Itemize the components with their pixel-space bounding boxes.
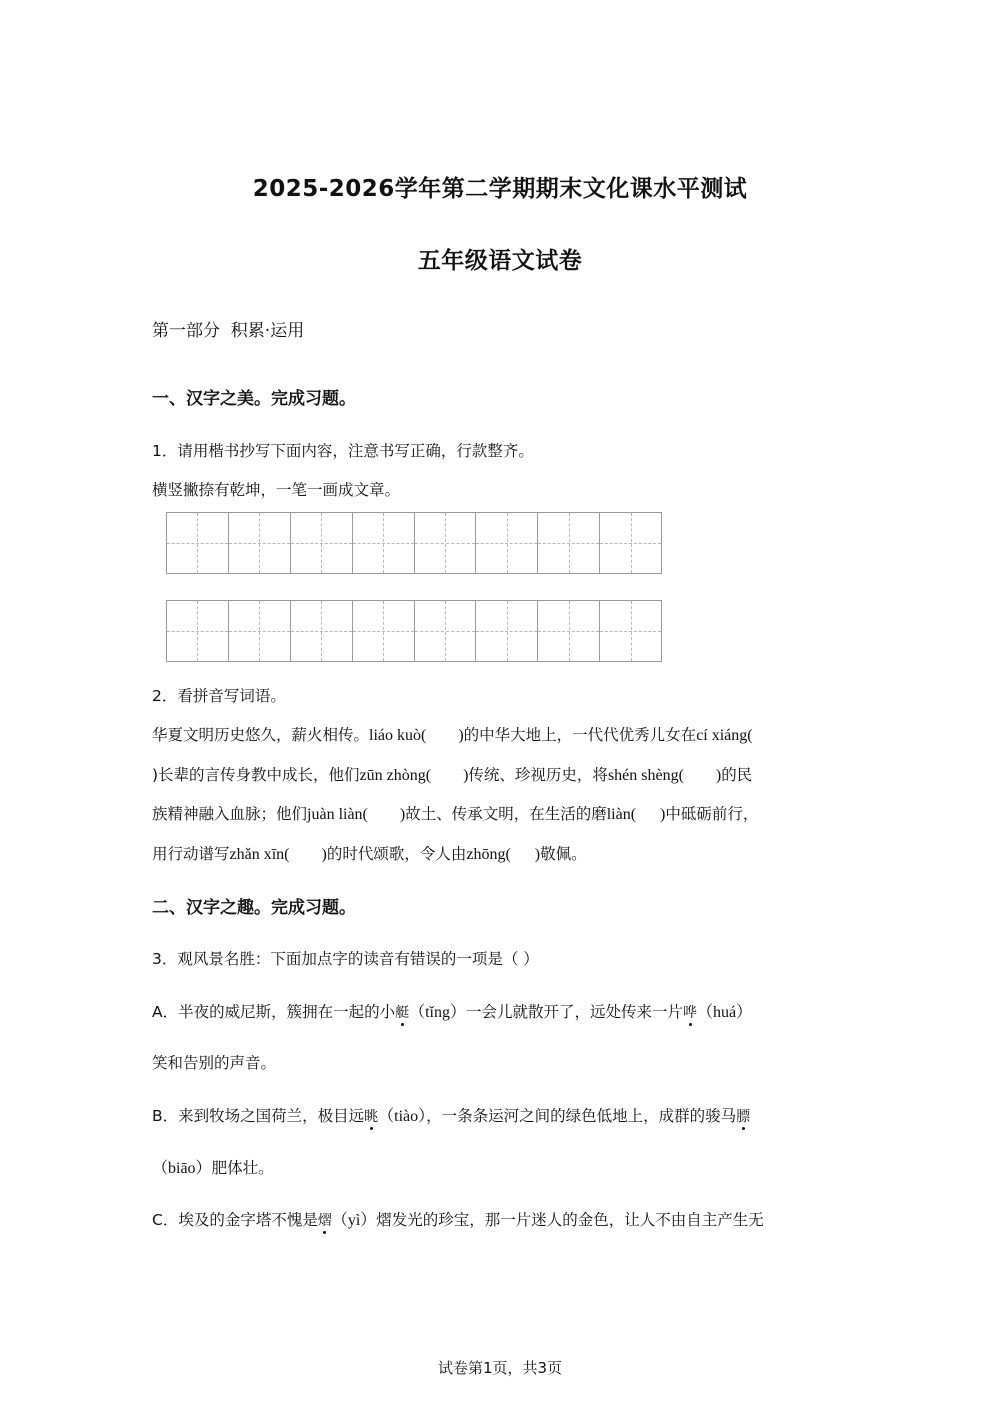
writing-cell[interactable]	[167, 601, 229, 661]
writing-cell[interactable]	[415, 601, 477, 661]
writing-cell[interactable]	[538, 513, 600, 573]
pinyin: （tiào）	[378, 1108, 427, 1125]
question-2-prompt: 2．看拼音写词语。	[152, 687, 286, 705]
question-3-prompt: 3．观风景名胜：下面加点字的读音有错误的一项是（ ）	[152, 950, 539, 968]
writing-cell[interactable]	[538, 601, 600, 661]
pinyin-blank[interactable]: liàn( )	[606, 806, 666, 823]
option-b[interactable]	[152, 1103, 750, 1126]
question-2-line-3	[152, 802, 758, 824]
writing-cell[interactable]	[291, 601, 353, 661]
pinyin-blank[interactable]: zūn zhòng( )	[359, 767, 469, 784]
passage-text: 的民	[721, 766, 753, 784]
passage-text: 的中华大地上，一代代优秀儿女在	[463, 726, 697, 744]
writing-cell[interactable]	[476, 513, 538, 573]
section-2-heading: 二、汉字之趣。完成习题。	[152, 898, 356, 918]
exam-subtitle: 五年级语文试卷	[417, 248, 583, 274]
question-2-line-1	[152, 723, 753, 745]
writing-cell[interactable]	[229, 601, 291, 661]
option-a[interactable]	[152, 999, 752, 1022]
option-text: B．来到牧场之国荷兰，极目远	[152, 1107, 365, 1125]
option-b-continued	[152, 1155, 274, 1178]
question-2-line-2	[152, 763, 752, 785]
option-text: C．埃及的金字塔不愧是	[152, 1211, 318, 1229]
writing-grid-row-2[interactable]	[166, 600, 662, 662]
writing-cell[interactable]	[167, 513, 229, 573]
page-footer: 试卷第1页，共3页	[437, 1359, 563, 1377]
writing-cell[interactable]	[415, 513, 477, 573]
writing-cell[interactable]	[353, 601, 415, 661]
passage-text: 用行动谱写	[152, 845, 230, 863]
question-1-copy-text: 横竖撇捺有乾坤，一笔一画成文章。	[152, 481, 401, 499]
question-2-line-4	[152, 842, 587, 864]
option-text: ，一条条运河之间的绿色低地上，成群的骏马	[426, 1107, 737, 1125]
question-1-prompt: 1．请用楷书抄写下面内容，注意书写正确，行款整齐。	[152, 442, 534, 460]
dotted-character: 艇	[395, 1005, 410, 1021]
option-text: 熠发光的珍宝，那一片迷人的金色，让人不由自主产生无	[376, 1211, 764, 1229]
writing-cell[interactable]	[353, 513, 415, 573]
pinyin-blank[interactable]: zhǎn xīn( )	[229, 846, 327, 863]
pinyin: （tǐng）	[409, 1004, 467, 1021]
passage-text: 敬佩。	[540, 845, 587, 863]
pinyin: （huá）	[697, 1004, 753, 1021]
pinyin-blank[interactable]: shén shèng( )	[607, 767, 722, 784]
writing-cell[interactable]	[600, 601, 661, 661]
pinyin-blank[interactable]: zhōng( )	[466, 846, 541, 863]
passage-text: 华夏文明历史悠久，薪火相传。	[152, 726, 370, 744]
pinyin: （biāo）	[152, 1160, 212, 1177]
dotted-character: 膘	[736, 1109, 751, 1125]
dotted-character: 眺	[364, 1109, 379, 1125]
part-label: 第一部分 积累·运用	[152, 321, 305, 341]
exam-title: 2025-2026学年第二学期期末文化课水平测试	[252, 176, 748, 202]
option-a-continued: 笑和告别的声音。	[152, 1054, 277, 1072]
passage-text: 故土、传承文明，在生活的磨	[405, 805, 607, 823]
writing-grid-row-1[interactable]	[166, 512, 662, 574]
option-text: 一会儿就散开了，远处传来一片	[466, 1003, 684, 1021]
dotted-character: 哗	[683, 1005, 698, 1021]
pinyin-blank[interactable]: liáo kuò( )	[369, 727, 464, 744]
option-c[interactable]	[152, 1207, 764, 1230]
passage-text: )长辈的言传身教中成长，他们	[152, 766, 360, 784]
passage-text: 的时代颂歌，令人由	[326, 845, 467, 863]
writing-cell[interactable]	[600, 513, 661, 573]
writing-cell[interactable]	[229, 513, 291, 573]
pinyin: （yì）	[331, 1212, 377, 1229]
passage-text: 族精神融入血脉；他们	[152, 805, 308, 823]
option-text: A．半夜的威尼斯，簇拥在一起的小	[152, 1003, 396, 1021]
option-text: 肥体壮。	[211, 1159, 274, 1177]
writing-cell[interactable]	[291, 513, 353, 573]
writing-cell[interactable]	[476, 601, 538, 661]
dotted-character: 熠	[317, 1213, 332, 1229]
pinyin-blank[interactable]: cí xiáng(	[696, 727, 753, 744]
passage-text: 传统、珍视历史，将	[468, 766, 608, 784]
section-1-heading: 一、汉字之美。完成习题。	[152, 389, 356, 409]
passage-text: 中砥砺前行，	[665, 805, 759, 823]
pinyin-blank[interactable]: juàn liàn( )	[307, 806, 406, 823]
